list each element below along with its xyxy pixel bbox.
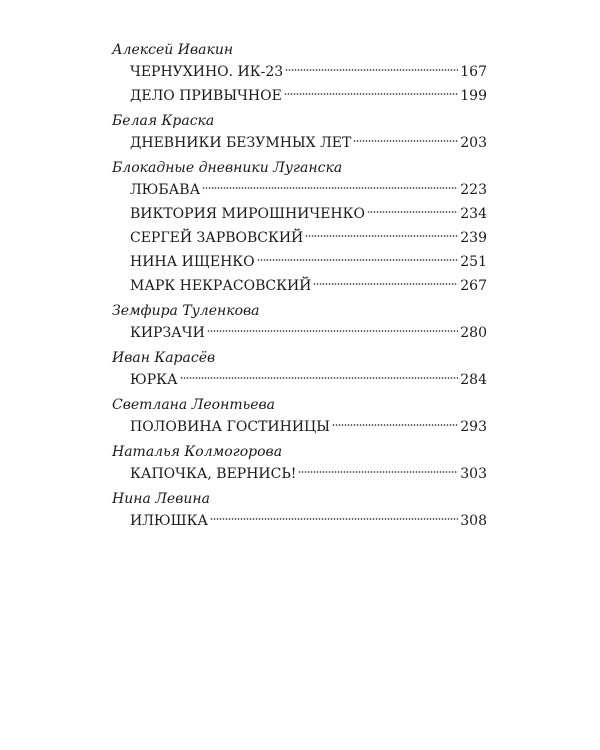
toc-entry[interactable] (130, 509, 487, 533)
author-name: Земфира Туленкова (112, 303, 260, 319)
table-of-contents (112, 40, 487, 533)
toc-entry[interactable] (130, 250, 487, 274)
toc-entry[interactable] (130, 84, 487, 108)
entry-title: НИНА ИЩЕНКО (130, 254, 255, 270)
dot-leader (367, 209, 458, 215)
page-number: 167 (460, 64, 487, 80)
page-number: 303 (460, 466, 487, 482)
page-number: 203 (460, 135, 487, 151)
entry-title: ВИКТОРИЯ МИРОШНИЧЕНКО (130, 206, 365, 222)
dot-leader (305, 233, 458, 239)
dot-leader (298, 469, 458, 475)
entry-title: ЮРКА (130, 372, 178, 388)
toc-entry[interactable] (130, 462, 487, 486)
page-number: 251 (460, 254, 487, 270)
entry-title: КАПОЧКА, ВЕРНИСЬ! (130, 466, 297, 482)
dot-leader (285, 67, 458, 73)
entry-title: ИЛЮШКА (130, 513, 209, 529)
toc-entry[interactable] (130, 202, 487, 226)
page-number: 308 (460, 513, 487, 529)
entry-title: КИРЗАЧИ (130, 325, 205, 341)
entry-title: МАРК НЕКРАСОВСКИЙ (130, 278, 312, 294)
toc-entry[interactable] (130, 178, 487, 202)
entry-title: ДНЕВНИКИ БЕЗУМНЫХ ЛЕТ (130, 135, 352, 151)
entry-title: СЕРГЕЙ ЗАРВОВСКИЙ (130, 230, 304, 246)
dot-leader (353, 138, 458, 144)
toc-entry[interactable] (130, 321, 487, 345)
page-number: 234 (460, 206, 487, 222)
page-number: 199 (460, 88, 487, 104)
entry-title: ПОЛОВИНА ГОСТИНИЦЫ (130, 419, 331, 435)
toc-entry[interactable] (130, 226, 487, 250)
page-number: 267 (460, 278, 487, 294)
dot-leader (180, 375, 459, 381)
toc-entry[interactable] (130, 368, 487, 392)
dot-leader (332, 422, 458, 428)
author-name: Наталья Колмогорова (112, 444, 283, 460)
dot-leader (257, 257, 459, 263)
author-name: Нина Левина (112, 491, 210, 507)
toc-entry[interactable] (130, 60, 487, 84)
entry-title: ЧЕРНУХИНО. ИК-23 (130, 64, 284, 80)
dot-leader (313, 281, 458, 287)
dot-leader (207, 328, 458, 334)
author-name: Иван Карасёв (112, 350, 216, 366)
toc-entry[interactable] (130, 274, 487, 298)
author-name: Блокадные дневники Луганска (112, 160, 343, 176)
dot-leader (284, 91, 458, 97)
page-number: 223 (460, 182, 487, 198)
page-number: 239 (460, 230, 487, 246)
dot-leader (210, 516, 458, 522)
page-number: 284 (460, 372, 487, 388)
author-name: Светлана Леонтьева (112, 397, 275, 413)
entry-title: ЛЮБАВА (130, 182, 201, 198)
page-number: 293 (460, 419, 487, 435)
entry-title: ДЕЛО ПРИВЫЧНОЕ (130, 88, 282, 104)
author-name: Белая Краска (112, 113, 215, 129)
dot-leader (202, 185, 458, 191)
author-name: Алексей Ивакин (112, 42, 234, 58)
page-number: 280 (460, 325, 487, 341)
toc-entry[interactable] (130, 131, 487, 155)
toc-entry[interactable] (130, 415, 487, 439)
